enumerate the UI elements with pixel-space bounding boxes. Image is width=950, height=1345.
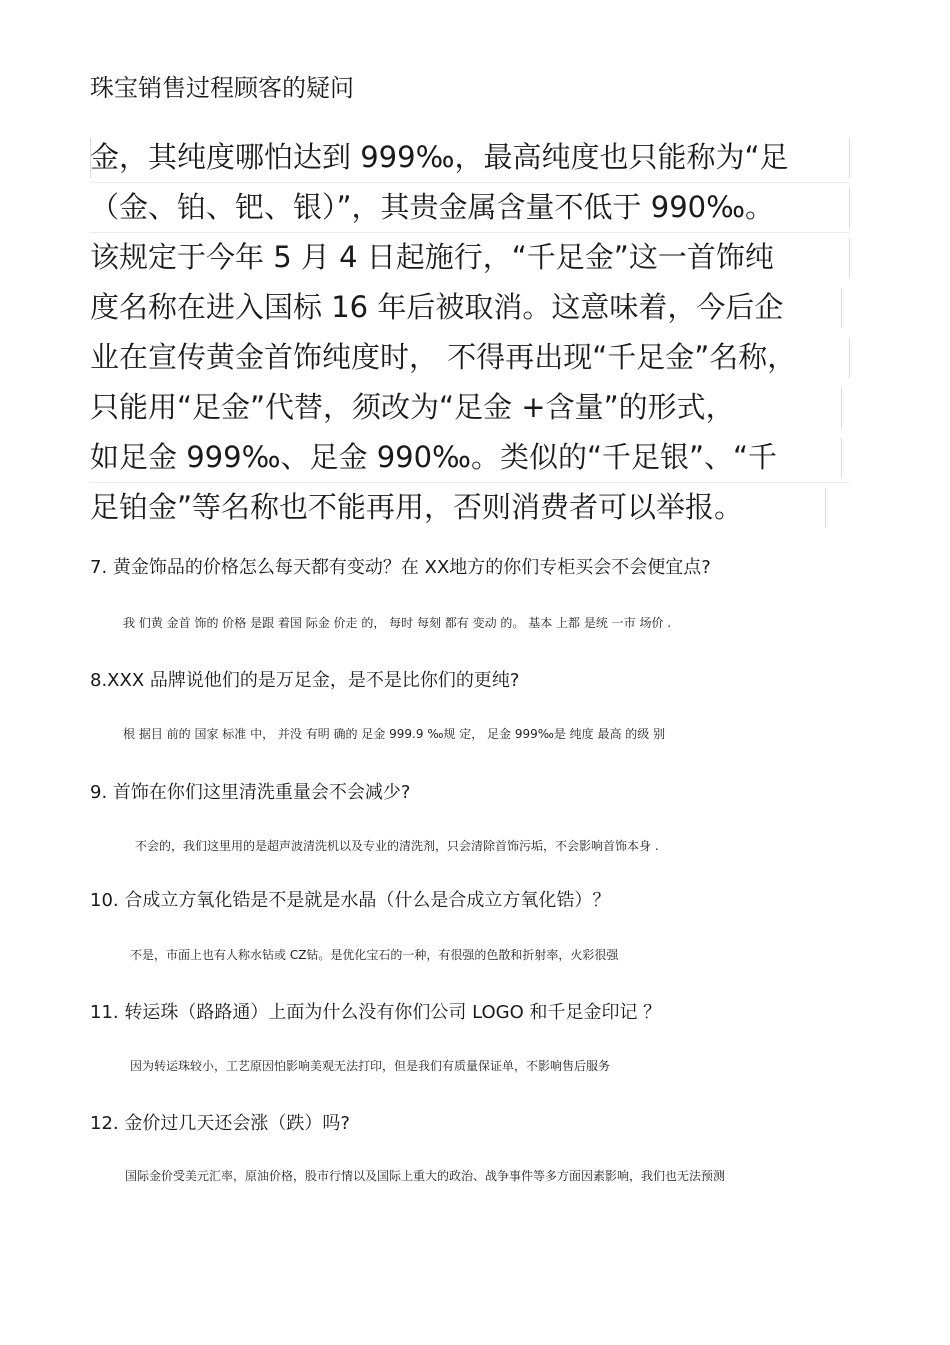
answer-10: 不是，市面上也有人称水钻或 CZ钻。是优化宝石的一种，有很强的色散和折射率，火彩很强 (130, 948, 619, 962)
question-12: 12. 金价过几天还会涨（跌）吗? (90, 1113, 350, 1134)
text-frame-edge (841, 288, 842, 328)
intro-line-text: 金，其纯度哪怕达到 999‰，最高纯度也只能称为“足 (90, 140, 789, 174)
question-9: 9. 首饰在你们这里清洗重量会不会减少? (90, 782, 411, 803)
intro-line (90, 482, 850, 532)
intro-paragraph (90, 132, 850, 532)
answer-7: 我 们黄 金首 饰的 价格 是跟 着国 际金 价走 的， 每时 每刻 都有 变动 的。 基本 上都 是统 一市 场价 . (123, 616, 672, 630)
question-11: 11. 转运珠（路路通）上面为什么没有你们公司 LOGO 和千足金印记 ？ (90, 1002, 662, 1023)
intro-line (90, 182, 850, 232)
intro-line (90, 282, 850, 332)
text-frame-edge (90, 232, 850, 233)
answer-9: 不会的，我们这里用的是超声波清洗机以及专业的清洗剂，只会清除首饰污垢，不会影响首饰本身 . (135, 839, 659, 853)
question-8: 8.XXX 品牌说他们的是万足金，是不是比你们的更纯? (90, 670, 520, 691)
answer-12: 国际金价受美元汇率，原油价格，股市行情以及国际上重大的政治、战争事件等多方面因素影响，我们也无法预测 (125, 1169, 726, 1183)
document-title: 珠宝销售过程顾客的疑问 (90, 74, 354, 102)
intro-line-text: 业在宣传黄金首饰纯度时， 不得再出现“千足金”名称， (90, 340, 797, 374)
intro-line (90, 232, 850, 282)
text-frame-edge (849, 338, 850, 378)
text-frame-edge (90, 138, 91, 178)
intro-line (90, 332, 850, 382)
question-10: 10. 合成立方氧化锆是不是就是水晶（什么是合成立方氧化锆）？ (90, 890, 611, 911)
intro-line-text: 该规定于今年 5 月 4 日起施行，“千足金”这一首饰纯 (90, 240, 774, 274)
intro-line-text: 度名称在进入国标 16 年后被取消。这意味着，今后企 (90, 290, 784, 324)
text-frame-edge (849, 138, 850, 178)
text-frame-edge (90, 482, 850, 483)
answer-8: 根 据目 前的 国家 标准 中， 并没 有明 确的 足金 999.9 ‰规 定， 足金 999‰是 纯度 最高 的级 别 (123, 727, 666, 741)
text-frame-edge (849, 238, 850, 278)
text-frame-edge (841, 388, 842, 428)
intro-line-text: 足铂金”等名称也不能再用，否则消费者可以举报。 (90, 490, 744, 524)
intro-line-text: 如足金 999‰、足金 990‰。类似的“千足银”、“千 (90, 440, 778, 474)
text-frame-edge (825, 488, 826, 528)
text-frame-edge (841, 438, 842, 478)
text-frame-edge (90, 182, 850, 183)
answer-11: 因为转运珠较小，工艺原因怕影响美观无法打印，但是我们有质量保证单，不影响售后服务 (130, 1059, 611, 1073)
intro-line-text: 只能用“足金”代替，须改为“足金 +含量”的形式， (90, 390, 735, 424)
intro-line-text: （金、铂、钯、银）”，其贵金属含量不低于 990‰。 (90, 190, 775, 224)
question-7: 7. 黄金饰品的价格怎么每天都有变动？在 XX地方的你们专柜买会不会便宜点? (90, 557, 711, 578)
intro-line (90, 132, 850, 182)
text-frame-edge (849, 188, 850, 228)
intro-line (90, 382, 850, 432)
intro-line (90, 432, 850, 482)
